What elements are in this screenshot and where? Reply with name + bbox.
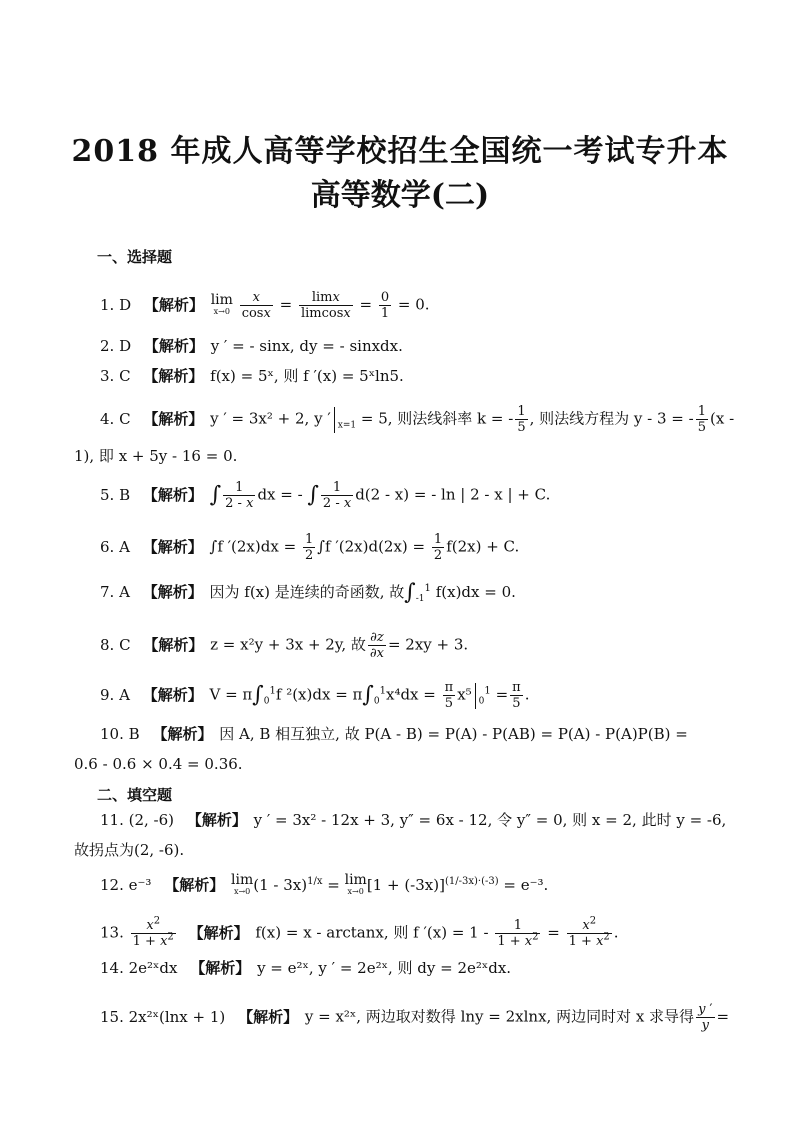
- answer-number: 6. A: [100, 537, 130, 556]
- analysis-tag: 【解析】: [143, 337, 204, 355]
- answer-item-7: 7. A 【解析】 因为 f(x) 是连续的奇函数, 故$\int_{-1}^1$ f(x)dx = 0.: [100, 580, 516, 605]
- analysis-tag: 【解析】: [143, 409, 204, 428]
- answer-item-4-continued: 1), 即 x + 5y - 16 = 0.: [74, 447, 238, 465]
- answer-number: 9. A: [100, 685, 130, 704]
- answer-number: 2. D: [100, 337, 132, 355]
- section-heading-fill: 二、填空题: [97, 786, 173, 804]
- analysis-tag: 【解析】: [143, 367, 204, 385]
- answer-text: z = x²y + 3x + 2y, 故: [210, 635, 366, 654]
- answer-item-11-continued: 故拐点为(2, -6).: [74, 841, 185, 859]
- analysis-tag: 【解析】: [238, 1007, 299, 1026]
- answer-text: x⁵: [457, 685, 472, 704]
- analysis-tag: 【解析】: [142, 583, 203, 601]
- answer-number: 8. C: [100, 635, 131, 654]
- answer-item-1: 1. D 【解析】 lim x→0 $\frac{x}{\cos x}$ = $\frac{\lim x}{\text{limcosx}}$ = $\frac{0}{1}$ = 0.: [100, 290, 430, 321]
- answer-text: [1 + (-3x)]: [366, 876, 445, 894]
- answer-number: 3. C: [100, 367, 131, 385]
- analysis-tag: 【解析】: [143, 635, 204, 654]
- answer-text: f(x) = 5ˣ, 则 f ′(x) = 5ˣln5.: [210, 367, 404, 385]
- answer-text: ∫f ′(2x)d(2x) =: [317, 537, 426, 556]
- answer-item-9: 9. A 【解析】 $V = \pi\int_0^1f$ $^2(x)dx = \pi\int_0^1x^4dx$ = $\frac{\pi}{5}$ x⁵ $_0^1$ = $\frac{\pi}{5}$ .: [100, 680, 530, 711]
- analysis-tag: 【解析】: [143, 295, 204, 314]
- answer-text: y ′ = 3x² - 12x + 3, y″ = 6x - 12, 令 y″ = 0, 则 x = 2, 此时 y = -6,: [253, 811, 727, 829]
- answer-number: 12. e⁻³: [100, 876, 152, 894]
- answer-number: 1. D: [100, 295, 132, 314]
- answer-text: f(2x) + C.: [446, 537, 520, 556]
- answer-text: f(x)dx = 0.: [435, 583, 516, 601]
- answer-item-14: [100, 958, 760, 978]
- answer-item-3: [100, 366, 760, 386]
- answer-text: f(x) = x - arctanx, 则 f ′(x) = 1 -: [255, 923, 489, 942]
- answer-item-10: [100, 724, 760, 744]
- answer-item-12: 12. e⁻³ 【解析】 lim x→0 (1 - 3x)$^{1/x}$ = lim x→0 $[1 + (-3x)]^{(1/-3x)\cdot(-3)} = e^{-3}$.: [100, 872, 549, 896]
- analysis-tag: 【解析】: [186, 811, 247, 829]
- answer-text: y ′ = - sinx, dy = - sinxdx.: [210, 337, 403, 355]
- answer-item-4: 4. C 【解析】 y ′ = 3x² + 2, y ′ $_{x=1}$ = 5, 则法线斜率 k = - $\frac{1}{5}$ , 则法线方程为 y - 3 = - $\frac{1}{5}$ (x -: [100, 404, 735, 435]
- answer-item-11: [100, 810, 760, 830]
- answer-text: = e⁻³.: [503, 876, 549, 894]
- answer-text: y = e²ˣ, y ′ = 2e²ˣ, 则 dy = 2e²ˣdx.: [257, 959, 512, 977]
- analysis-tag: 【解析】: [190, 959, 251, 977]
- answer-text: =: [716, 1007, 730, 1026]
- answer-item-6: 6. A 【解析】 ∫f ′(2x)dx = $\frac{1}{2}$ ∫f ′(2x)d(2x) = $\frac{1}{2}$ f(2x) + C.: [100, 532, 520, 563]
- answer-text: 因为 f(x) 是连续的奇函数, 故: [209, 583, 405, 601]
- answer-number: 7. A: [100, 583, 130, 601]
- document-title: 2018 年成人高等学校招生全国统一考试专升本: [71, 134, 729, 169]
- answer-text: , 则法线方程为 y - 3 = -: [529, 409, 694, 428]
- answer-number: 5. B: [100, 485, 131, 504]
- answer-text: dx = -: [257, 485, 303, 504]
- analysis-tag: 【解析】: [142, 485, 203, 504]
- answer-item-2: [100, 336, 760, 356]
- answer-number: 15. 2x²ˣ(lnx + 1): [100, 1007, 226, 1026]
- answer-text: ∫f ′(2x)dx =: [209, 537, 297, 556]
- answer-text: =: [495, 685, 509, 704]
- answer-number: 13.: [100, 923, 124, 942]
- answer-text: 因 A, B 相互独立, 故 P(A - B) = P(A) - P(AB) = P(A) - P(A)P(B) =: [219, 725, 688, 743]
- analysis-tag: 【解析】: [142, 537, 203, 556]
- answer-text: = 2xy + 3.: [387, 635, 469, 654]
- answer-number: 14. 2e²ˣdx: [100, 959, 178, 977]
- answer-text: (x -: [710, 409, 735, 428]
- answer-text: V = π: [209, 685, 253, 704]
- analysis-tag: 【解析】: [142, 685, 203, 704]
- analysis-tag: 【解析】: [164, 876, 225, 894]
- answer-item-10-continued: 0.6 - 0.6 × 0.4 = 0.36.: [74, 755, 243, 773]
- document-subtitle: 高等数学(二): [310, 178, 490, 213]
- answer-text: = 5, 则法线斜率 k = -: [360, 409, 514, 428]
- answer-number: 11. (2, -6): [100, 811, 175, 829]
- answer-number: 10. B: [100, 725, 140, 743]
- answer-text: y = x²ˣ, 两边取对数得 lny = 2xlnx, 两边同时对 x 求导得: [304, 1007, 695, 1026]
- answer-item-5: 5. B 【解析】 ∫ $\frac{1}{2 - x}$ dx = - ∫ $\frac{1}{2 - x}$ d(2 - x) = - ln | 2 - x | + C.: [100, 480, 551, 511]
- analysis-tag: 【解析】: [152, 725, 213, 743]
- answer-item-15: 15. 2x²ˣ(lnx + 1) 【解析】 y = x²ˣ, 两边取对数得 lny = 2xlnx, 两边同时对 x 求导得 $\frac{y '}{y}$ =: [100, 1002, 730, 1033]
- analysis-tag: 【解析】: [188, 923, 249, 942]
- answer-item-8: 8. C 【解析】 z = x²y + 3x + 2y, 故 $\frac{\partial z}{\partial x}$ = 2xy + 3.: [100, 630, 469, 661]
- answer-text: =: [547, 923, 560, 942]
- answer-text: y ′ = 3x² + 2, y ′: [210, 409, 331, 428]
- answer-item-13: 13. $\frac{x^2}{1 + x^2}$ 【解析】 f(x) = x - arctanx, 则 f ′(x) = 1 - $\frac{1}{1 + x^2}$ = $\frac{x^2}{1 + x^2}$ .: [100, 915, 619, 949]
- answer-text: (1 - 3x): [253, 876, 308, 894]
- answer-text: f ²(x)dx = π: [275, 685, 363, 704]
- answer-number: 4. C: [100, 409, 131, 428]
- answer-text: x⁴dx =: [385, 685, 436, 704]
- answer-text: d(2 - x) = - ln | 2 - x | + C.: [355, 485, 551, 504]
- section-heading-choice: 一、选择题: [97, 248, 173, 266]
